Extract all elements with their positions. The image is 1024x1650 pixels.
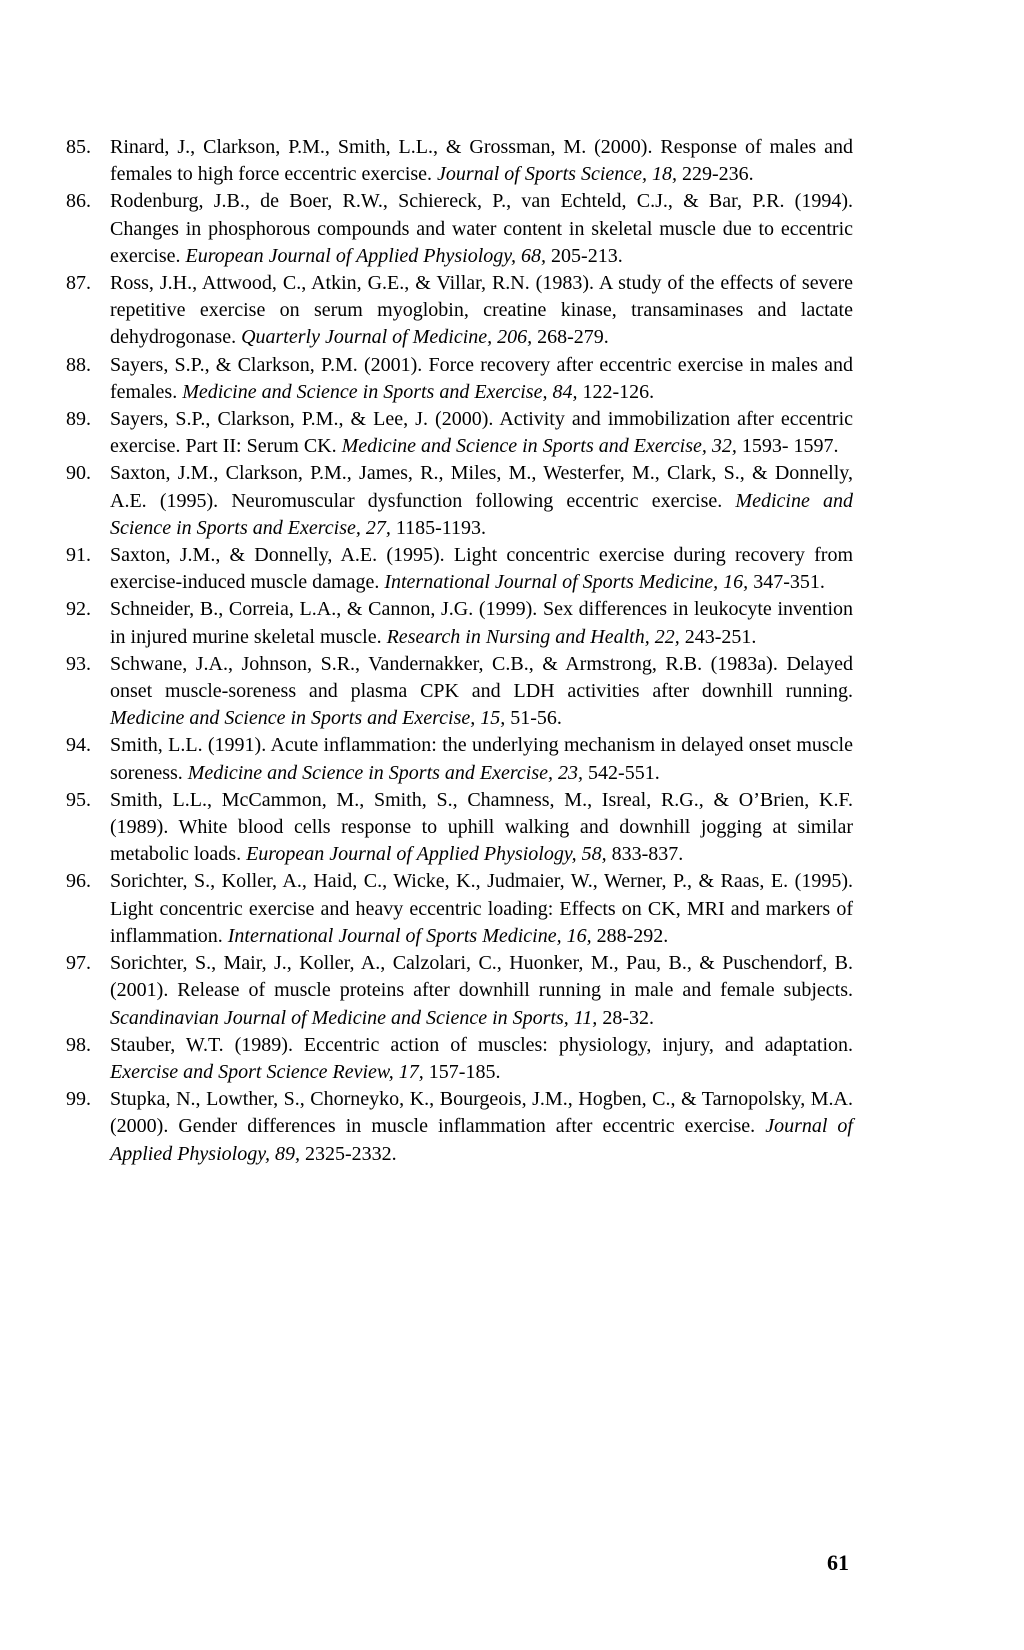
reference-authors-title: Smith, L.L., McCammon, M., Smith, S., Chamness, M., Isreal, R.G., & O’Brien, K.F. (1989). White blood cells response to uphill walking and downhill jogging at similar metabolic loads. — [110, 788, 853, 866]
reference-number: 88. — [66, 353, 91, 376]
reference-authors-title: Stauber, W.T. (1989). Eccentric action of muscles: physiology, injury, and adaptation. — [110, 1033, 853, 1056]
reference-item — [66, 188, 853, 270]
reference-item — [66, 460, 854, 542]
reference-authors-title: Ross, J.H., Attwood, C., Atkin, G.E., & Villar, R.N. (1983). A study of the effects of severe repetitive exercise on serum myoglobin, creatine kinase, transaminases and lactate dehydrogonase. — [110, 272, 853, 349]
reference-number: 86. — [66, 190, 91, 213]
page-number: 61 — [827, 1550, 849, 1575]
reference-authors-title: Stupka, N., Lowther, S., Chorneyko, K., Bourgeois, J.M., Hogben, C., & Tarnopolsky, M.A. (2000). Gender differences in muscle inflammation after eccentric exercise. — [110, 1088, 853, 1138]
reference-authors-title: Rinard, J., Clarkson, P.M., Smith, L.L., & Grossman, M. (2000). Response of males and females to high force eccentric exercise. — [110, 136, 853, 186]
reference-pages: 28-32. — [602, 1006, 654, 1029]
reference-item — [66, 542, 853, 596]
reference-item — [66, 868, 853, 950]
reference-number: 95. — [66, 788, 91, 811]
reference-list — [66, 134, 854, 1168]
reference-pages: 205-213. — [551, 244, 623, 267]
reference-journal: European Journal of Applied Physiology, 58, — [246, 843, 607, 866]
reference-pages: 243-251. — [684, 625, 757, 648]
reference-item — [66, 270, 853, 352]
reference-authors-title: Schneider, B., Correia, L.A., & Cannon, J.G. (1999). Sex differences in leukocyte invention in injured murine skeletal muscle. — [110, 598, 853, 648]
reference-number: 89. — [66, 408, 91, 431]
reference-number: 85. — [66, 136, 91, 158]
reference-journal: Research in Nursing and Health, 22, — [386, 625, 680, 648]
reference-journal: Exercise and Sport Science Review, 17, — [110, 1060, 424, 1083]
reference-item — [66, 787, 853, 869]
reference-journal: Scandinavian Journal of Medicine and Science in Sports, 11, — [110, 1006, 598, 1029]
reference-item — [66, 352, 853, 406]
reference-journal: International Journal of Sports Medicine, 16, — [227, 924, 592, 947]
reference-journal: European Journal of Applied Physiology, 68, — [185, 244, 547, 267]
reference-item — [66, 1032, 853, 1086]
reference-pages: 268-279. — [537, 326, 609, 349]
reference-authors-title: Sorichter, S., Mair, J., Koller, A., Calzolari, C., Huonker, M., Pau, B., & Puschendorf, B. (2001). Release of muscle proteins after downhill running in male and female subjects. — [110, 952, 853, 1002]
reference-authors-title: Saxton, J.M., & Donnelly, A.E. (1995). Light concentric exercise during recovery from exercise-induced muscle damage. — [110, 544, 853, 594]
reference-item — [66, 596, 853, 650]
reference-item — [66, 950, 853, 1032]
reference-journal: Journal of Sports Science, 18, — [437, 163, 678, 186]
reference-journal: Medicine and Science in Sports and Exercise, 27, — [110, 489, 854, 539]
reference-authors-title: Saxton, J.M., Clarkson, P.M., James, R., Miles, M., Westerfer, M., Clark, S., & Donnelly, A.E. (1995). Neuromuscular dysfunction following eccentric exercise. — [110, 462, 853, 512]
reference-number: 96. — [66, 870, 91, 893]
reference-number: 94. — [66, 734, 91, 757]
reference-journal: Medicine and Science in Sports and Exercise, 23, — [187, 761, 584, 784]
reference-item — [66, 134, 853, 188]
reference-authors-title: Rodenburg, J.B., de Boer, R.W., Schiereck, P., van Echteld, C.J., & Bar, P.R. (1994). Changes in phosphorous compounds and water content in skeletal muscle due to eccentric exercise. — [110, 190, 853, 267]
reference-journal: Journal of Applied Physiology, 89, — [110, 1115, 853, 1165]
reference-number: 98. — [66, 1033, 91, 1056]
reference-pages: 157-185. — [428, 1060, 501, 1083]
reference-item — [66, 406, 853, 460]
reference-item — [66, 651, 853, 733]
reference-pages: 229-236. — [682, 163, 754, 186]
reference-item — [66, 732, 853, 786]
reference-number: 99. — [66, 1088, 91, 1111]
reference-authors-title: Sorichter, S., Koller, A., Haid, C., Wicke, K., Judmaier, W., Werner, P., & Raas, E. (1995). Light concentric exercise and heavy eccentric loading: Effects on CK, MRI and markers of inflammation. — [110, 870, 853, 947]
reference-authors-title: Smith, L.L. (1991). Acute inflammation: the underlying mechanism in delayed onset muscle soreness. — [110, 734, 853, 784]
reference-journal: International Journal of Sports Medicine, 16, — [384, 571, 749, 594]
reference-journal: Medicine and Science in Sports and Exercise, 84, — [182, 380, 578, 403]
reference-authors-title: Sayers, S.P., Clarkson, P.M., & Lee, J. (2000). Activity and immobilization after eccentric exercise. Part II: Serum CK. — [110, 408, 853, 458]
reference-pages: 347-351. — [753, 571, 825, 594]
reference-pages: 1185-1193. — [395, 516, 487, 539]
reference-pages: 2325-2332. — [304, 1142, 397, 1165]
reference-item — [66, 1086, 853, 1168]
reference-journal: Quarterly Journal of Medicine, 206, — [241, 326, 533, 349]
reference-journal: Medicine and Science in Sports and Exercise, 15, — [110, 707, 506, 730]
reference-journal: Medicine and Science in Sports and Exercise, 32, — [341, 435, 737, 458]
reference-authors-title: Sayers, S.P., & Clarkson, P.M. (2001). Force recovery after eccentric exercise in males and females. — [110, 353, 853, 403]
reference-pages: 833-837. — [611, 843, 684, 866]
reference-number: 92. — [66, 598, 91, 621]
reference-authors-title: Schwane, J.A., Johnson, S.R., Vandernakker, C.B., & Armstrong, R.B. (1983a). Delayed onset muscle-soreness and plasma CPK and LDH activities after downhill running. — [110, 652, 853, 703]
reference-number: 87. — [66, 272, 91, 295]
reference-pages: 122-126. — [582, 380, 655, 403]
reference-number: 91. — [66, 544, 91, 567]
reference-number: 90. — [66, 462, 91, 485]
reference-number: 93. — [66, 652, 91, 675]
reference-pages: 288-292. — [596, 924, 669, 947]
reference-number: 97. — [66, 952, 91, 975]
reference-pages: 542-551. — [588, 761, 660, 784]
reference-pages: 51-56. — [510, 707, 562, 730]
reference-pages: 1593- 1597. — [741, 435, 839, 458]
